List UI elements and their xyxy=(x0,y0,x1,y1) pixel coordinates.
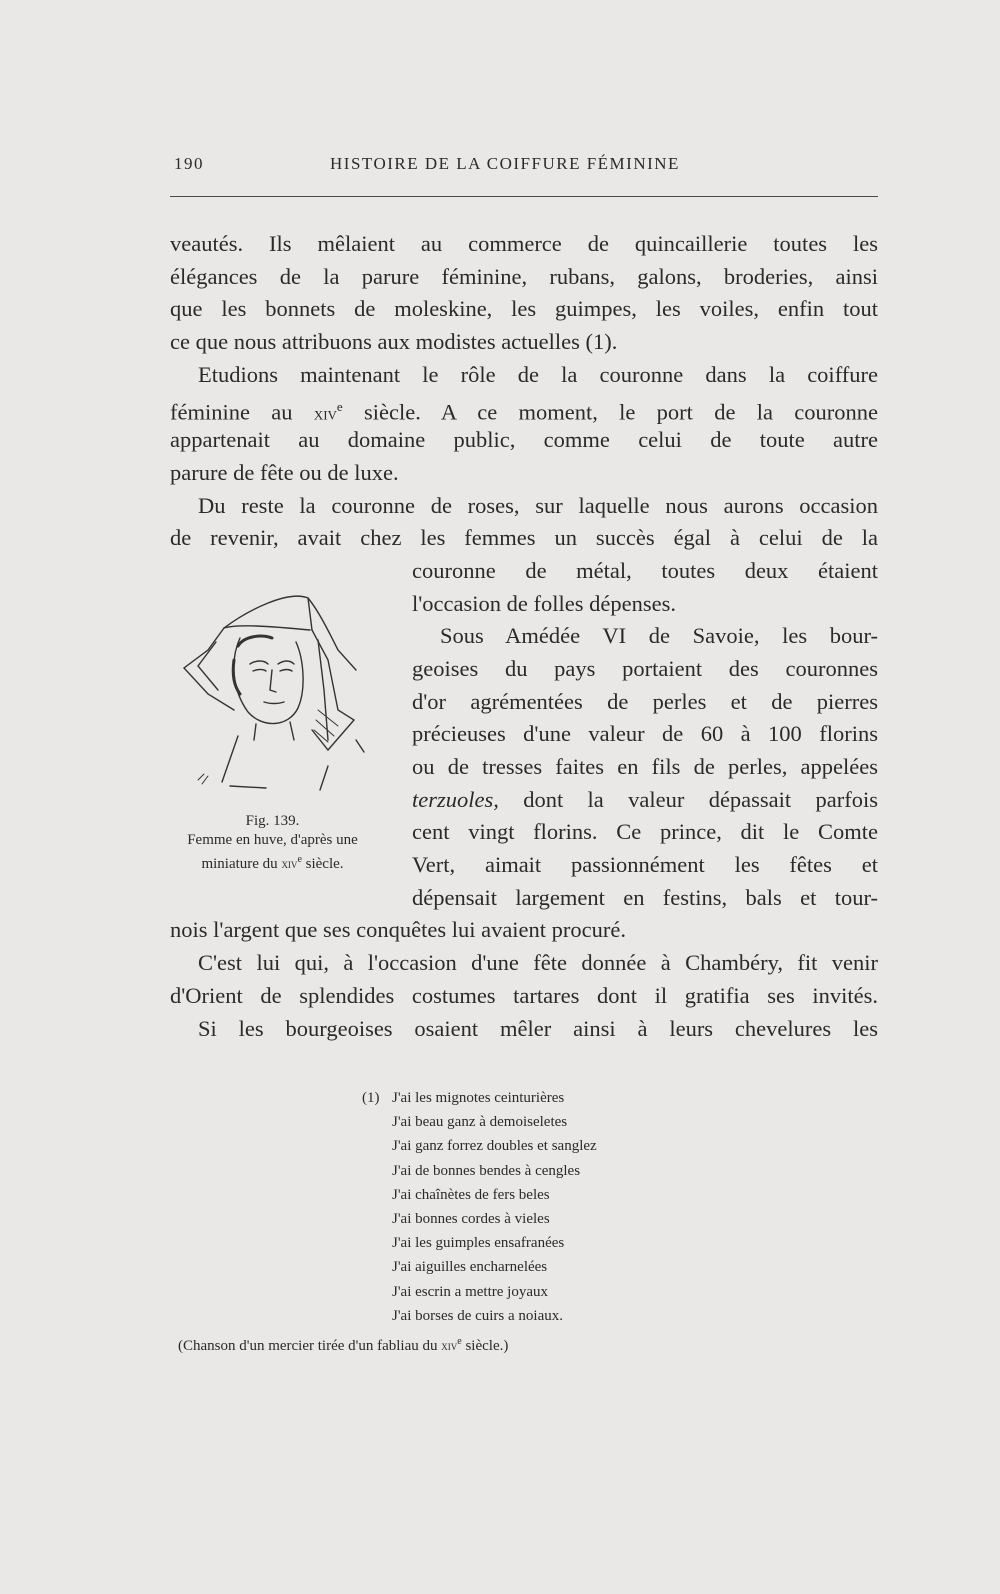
footnote xyxy=(170,1086,878,1358)
woman-in-hood-illustration xyxy=(178,590,368,800)
text-line: parure de fête ou de luxe. xyxy=(170,459,399,485)
verse-line: J'ai les guimples ensafranées xyxy=(392,1235,565,1252)
figure-label: Fig. 139. xyxy=(245,813,300,829)
text-line xyxy=(412,784,878,817)
century-numeral: xiv xyxy=(441,1337,458,1353)
footnote-line xyxy=(170,1134,878,1158)
footnote-marker: (1) xyxy=(362,1090,380,1106)
footnote-line xyxy=(170,1304,878,1328)
text-segment: dont la valeur dépassait parfois xyxy=(498,786,878,812)
verse-line: J'ai aiguilles encharnelées xyxy=(392,1259,548,1276)
century-numeral: xiv xyxy=(281,856,298,871)
verse-line: J'ai les mignotes ceinturières xyxy=(392,1090,565,1106)
verse-line: J'ai borses de cuirs a noiaux. xyxy=(392,1307,563,1324)
text-line: dépensait largement en festins, bals et tour- xyxy=(412,884,878,910)
century-superscript: e xyxy=(297,854,302,865)
footnote-line xyxy=(170,1207,878,1231)
text-line: ce que nous attribuons aux modistes actuelles (1). xyxy=(170,329,618,355)
text-line: d'or agrémentées de perles et de pierres xyxy=(412,688,878,714)
footnote-line xyxy=(170,1255,878,1279)
text-line: veautés. Ils mêlaient au commerce de quincaillerie toutes les xyxy=(170,231,878,256)
page-number: 190 xyxy=(174,154,204,173)
caption-segment: miniature du xyxy=(201,856,282,872)
footnote-line xyxy=(170,1231,878,1255)
text-line: d'Orient de splendides costumes tartares dont il gratifia ses invités. xyxy=(170,982,878,1008)
text-line: geoises du pays portaient des couronnes xyxy=(412,655,878,681)
text-line: Sous Amédée VI de Savoie, les bour- xyxy=(440,623,878,649)
running-header xyxy=(170,150,878,180)
header-rule xyxy=(170,196,878,197)
text-line: Etudions maintenant le rôle de la couronne dans la coiffure xyxy=(198,361,878,387)
verse-line: J'ai escrin a mettre joyaux xyxy=(392,1283,548,1300)
footnote-line xyxy=(170,1159,878,1183)
text-line: que les bonnets de moleskine, les guimpes, les voiles, enfin tout xyxy=(170,296,878,322)
verse-line: J'ai beau ganz à demoiseletes xyxy=(392,1114,568,1131)
century-superscript: e xyxy=(457,1335,462,1347)
text-line xyxy=(170,391,878,424)
text-line: précieuses d'une valeur de 60 à 100 florins xyxy=(412,721,878,747)
text-line: cent vingt florins. Ce prince, dit le Comte xyxy=(412,819,878,845)
footnote-source xyxy=(178,1330,878,1358)
text-line: de revenir, avait chez les femmes un succès égal à celui de la xyxy=(170,525,878,551)
verse-line: J'ai de bonnes bendes à cengles xyxy=(392,1162,581,1179)
caption-line xyxy=(170,850,375,874)
verse-line: J'ai chaînètes de fers beles xyxy=(392,1186,550,1203)
text-segment: féminine au xyxy=(170,399,314,425)
century-superscript: e xyxy=(336,399,343,415)
text-line: nois l'argent que ses conquêtes lui avaient procuré. xyxy=(170,917,626,943)
running-title: HISTOIRE DE LA COIFFURE FÉMININE xyxy=(330,154,680,173)
text-line: Vert, aimait passionnément les fêtes et xyxy=(412,852,878,878)
text-line: Si les bourgeoises osaient mêler ainsi à leurs chevelures les xyxy=(198,1015,878,1041)
footnote-line xyxy=(170,1110,878,1134)
text-line: C'est lui qui, à l'occasion d'une fête donnée à Chambéry, fit venir xyxy=(198,950,878,976)
century-numeral: xiv xyxy=(313,403,337,425)
text-line: élégances de la parure féminine, rubans, galons, broderies, ainsi xyxy=(170,263,878,289)
footnote-line xyxy=(170,1183,878,1207)
source-segment: siècle.) xyxy=(461,1337,509,1354)
verse-line: J'ai ganz forrez doubles et sanglez xyxy=(392,1138,597,1155)
text-line: ou de tresses faites en fils de perles, appelées xyxy=(412,754,878,779)
text-line: appartenait au domaine public, comme celui de toute autre xyxy=(170,427,878,453)
caption-line: Femme en huve, d'après une xyxy=(187,832,358,848)
text-segment: siècle. A ce moment, le port de la couronne xyxy=(342,399,878,425)
verse-line: J'ai bonnes cordes à vieles xyxy=(392,1210,550,1227)
footnote-line xyxy=(170,1280,878,1304)
text-line: Du reste la couronne de roses, sur laquelle nous aurons occasion xyxy=(198,492,878,518)
caption-segment: siècle. xyxy=(301,856,344,872)
figure-139 xyxy=(170,590,375,890)
figure-caption xyxy=(170,812,375,874)
text-line: l'occasion de folles dépenses. xyxy=(412,590,676,616)
italic-term: terzuoles, xyxy=(412,786,499,812)
text-line: couronne de métal, toutes deux étaient xyxy=(412,557,878,583)
source-segment: (Chanson d'un mercier tirée d'un fabliau du xyxy=(178,1337,442,1354)
footnote-line xyxy=(170,1086,878,1110)
